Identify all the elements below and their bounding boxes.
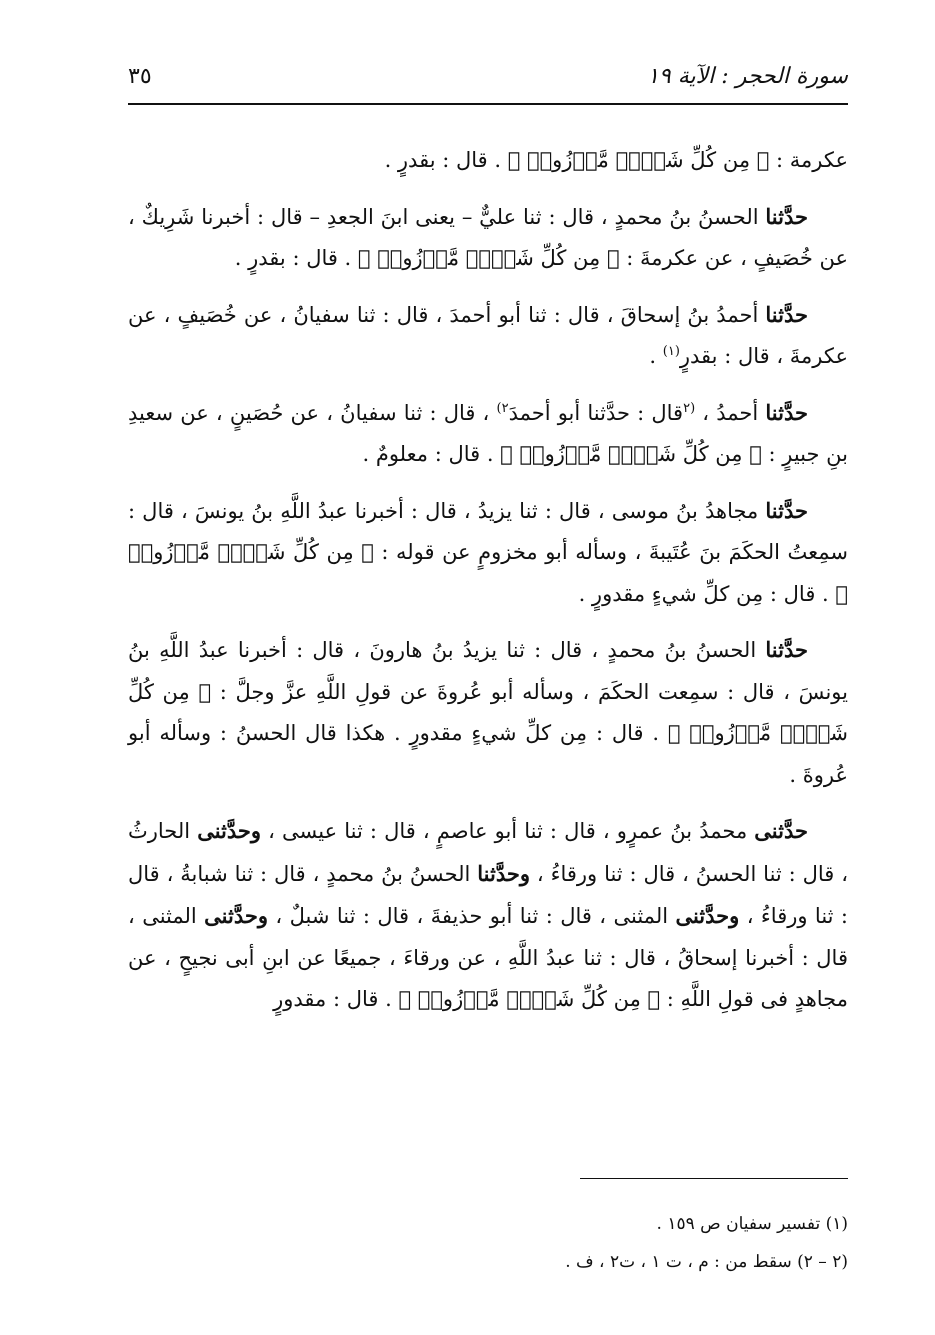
footnote-marker-open: (٢ bbox=[683, 400, 696, 416]
footnotes bbox=[128, 1205, 848, 1281]
paragraph-5 bbox=[128, 490, 848, 616]
paragraph-3 bbox=[128, 294, 848, 378]
paragraph-tail: . bbox=[649, 344, 663, 368]
narration-keyword: حدَّثنا bbox=[765, 301, 808, 327]
narration-keyword: حدَّثنا bbox=[765, 399, 808, 425]
paragraph-text: المثنى ، قال : أخبرنا إسحاقُ ، قال : ثنا عبدُ اللَّهِ ، عن ورقاءَ ، جميعًا عن ابنِ أبى نجيحٍ ، عن مجاهدٍ فى قولِ اللَّهِ : ﴿ مِن كُلِّ شَيۡءٖ مَّوۡزُونٖ ﴾ . قال : مقدورٍ bbox=[128, 904, 848, 1011]
paragraph-6 bbox=[128, 629, 848, 796]
paragraph-mid: قال : حدَّثنا أبو أحمدَ bbox=[508, 400, 684, 425]
paragraph-text: مجاهدُ بنُ موسى ، قال : ثنا يزيدُ ، قال : أخبرنا عبدُ اللَّهِ بنُ يونسَ ، قال : سمِعتُ الحكَمَ بنَ عُتَيبةَ ، وسأله أبو مخزومٍ عن قوله : ﴿ مِن كُلِّ شَيۡءٖ مَّوۡزُونٖ ﴾ . قال : مِن كلِّ شيءٍ مقدورٍ . bbox=[128, 498, 848, 606]
footnote-marker-close: ٢) bbox=[496, 400, 509, 416]
paragraph-text: المثنى ، قال : ثنا أبو حذيفةَ ، قال : ثنا شبلٌ ، bbox=[268, 904, 676, 928]
narration-keyword: وحدَّثنا bbox=[477, 860, 531, 886]
footnote-marker: (١) bbox=[662, 344, 680, 359]
paragraph-text: الحسنُ بنُ محمدٍ ، قال : ثنا يزيدُ بنُ هارونَ ، قال : أخبرنا عبدُ اللَّهِ بنُ يونسَ ، قال : سمِعت الحكَمَ ، وسأله أبو عُروةَ عن قولِ اللَّهِ عزَّ وجلَّ : ﴿ مِن كُلِّ شَيۡءٖ مَّوۡزُونٖ ﴾ . قال : مِن كلِّ شيءٍ مقدورٍ . هكذا قال الحسنُ : وسأله أبو عُروةَ . bbox=[128, 638, 848, 787]
main-text bbox=[128, 140, 848, 1035]
narration-keyword: حدَّثنا bbox=[765, 637, 808, 662]
footnote-2: (٢ – ٢) سقط من : م ، ت ١ ، ت٢ ، ف . bbox=[565, 1252, 848, 1272]
footnote-rule bbox=[580, 1178, 848, 1179]
narration-keyword: وحدَّثنى bbox=[675, 903, 740, 928]
footnote-1: (١) تفسير سفيان ص ١٥٩ . bbox=[656, 1214, 848, 1234]
paragraph-text: محمدُ بنُ عمرٍو ، قال : ثنا أبو عاصمٍ ، قال : ثنا عيسى ، bbox=[261, 819, 755, 843]
page-number: ٣٥ bbox=[128, 63, 152, 89]
paragraph-4 bbox=[128, 392, 848, 476]
narration-keyword: حدَّثنا bbox=[765, 497, 808, 523]
paragraph-7 bbox=[128, 810, 848, 1021]
narration-keyword: وحدَّثنى bbox=[204, 903, 268, 928]
paragraph-text: أحمدُ ، bbox=[695, 400, 766, 425]
running-title: سورة الحجر : الآية ١٩ bbox=[647, 63, 848, 89]
paragraph-text: الحسنُ بنُ محمدٍ ، قال : ثنا شبابةُ ، قال : ثنا ورقاءُ ، bbox=[128, 861, 848, 928]
paragraph-text: أحمدُ بنُ إسحاقَ ، قال : ثنا أبو أحمدَ ، قال : ثنا سفيانُ ، عن خُصَيفٍ ، عن عكرمةَ ، قال : بقدرٍ bbox=[128, 302, 848, 368]
paragraph-text: الحارثُ ، قال : ثنا الحسنُ ، قال : ثنا ورقاءُ ، bbox=[128, 819, 848, 886]
narration-keyword: حدَّثنى bbox=[754, 818, 808, 843]
paragraph-tail: ، قال : ثنا سفيانُ ، عن حُصَينٍ ، عن سعيدِ بنِ جبيرٍ : ﴿ مِن كُلِّ شَيۡءٖ مَّوۡزُونٖ ﴾ . قال : معلومٌ . bbox=[128, 400, 848, 466]
paragraph-text: الحسنُ بنُ محمدٍ ، قال : ثنا عليٌّ – يعنى ابنَ الجعدِ – قال : أخبرنا شَرِيكٌ ، عن خُصَيفٍ ، عن عكرمةَ : ﴿ مِن كُلِّ شَيۡءٖ مَّوۡزُونٖ ﴾ . قال : بقدرٍ . bbox=[128, 204, 848, 270]
narration-keyword: حدَّثنا bbox=[765, 203, 808, 229]
paragraph-text: عكرمة : ﴿ مِن كُلِّ شَيۡءٖ مَّوۡزُونٖ ﴾ . قال : بقدرٍ . bbox=[384, 148, 848, 172]
narration-keyword: وحدَّثنى bbox=[197, 818, 262, 843]
header-rule bbox=[128, 103, 848, 105]
page-header bbox=[128, 56, 848, 96]
paragraph-2 bbox=[128, 196, 848, 280]
paragraph-1 bbox=[128, 140, 848, 182]
